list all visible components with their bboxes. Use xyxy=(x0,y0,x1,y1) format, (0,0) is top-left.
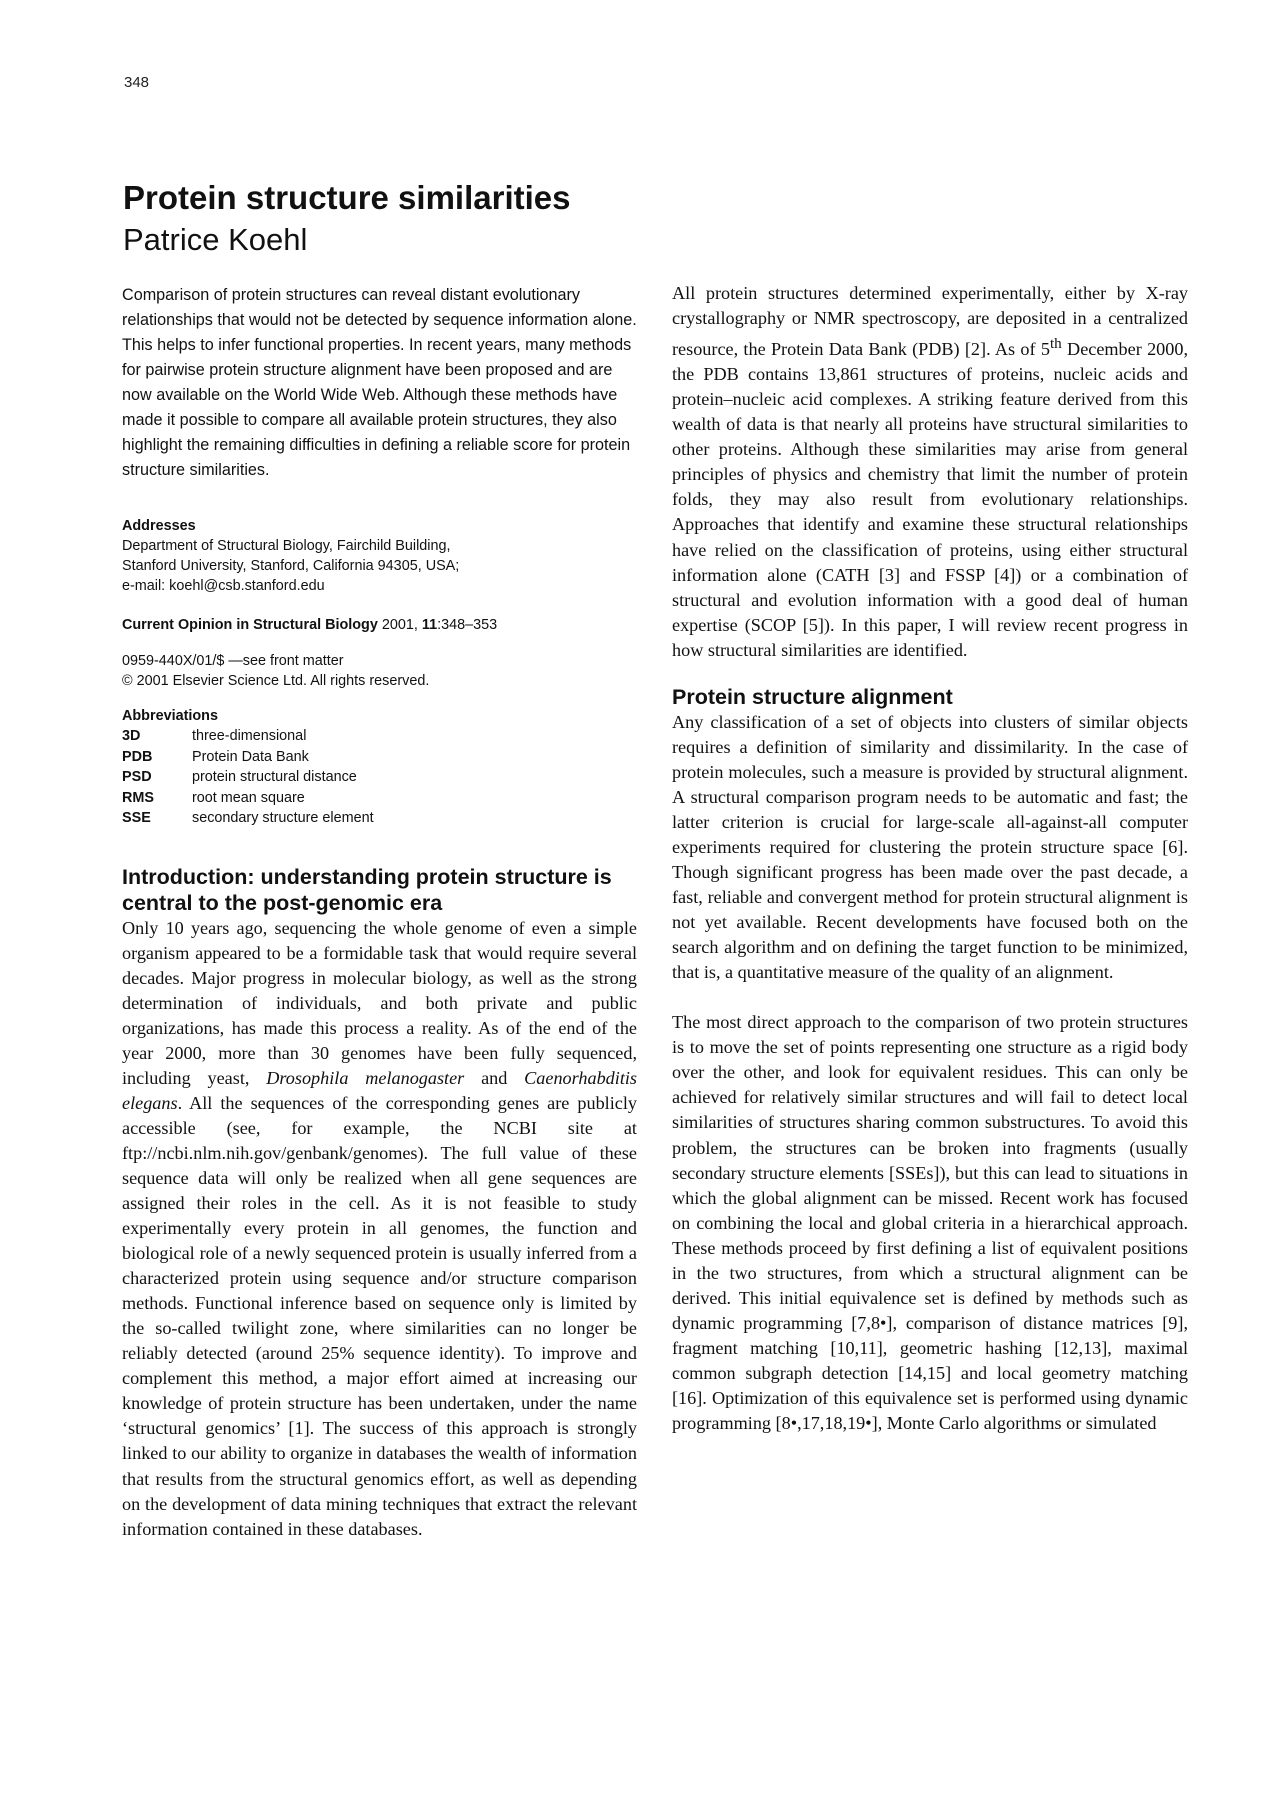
alignment-heading: Protein structure alignment xyxy=(672,684,953,709)
left-column xyxy=(122,283,637,1542)
intro-text-part: Only 10 years ago, sequencing the whole genome of even a simple organism appeared to be a formidable task that would require several decades. Major progress in molecular biology, as well as the strong determination of individuals, and both private and public organizations, has made this process a reality. As of the end of the year 2000, more than 30 genomes have been fully sequenced, including yeast, xyxy=(122,917,637,1088)
intro-text-part: . All the sequences of the corresponding genes are publicly accessible (see, for example, the NCBI site at ftp://ncbi.nlm.nih.gov/genbank/genomes). The full value of these sequence data will only be realized when all gene sequences are assigned their roles in the cell. As it is not feasible to study experimentally every protein in all genomes, the function and biological role of a newly sequenced protein is usually inferred from a characterized protein using sequence and/or structure comparison methods. Functional inference based on sequence only is limited by the so-called twilight zone, where similarities can no longer be reliably detected (around 25% sequence identity). To improve and complement this method, a major effort aimed at increasing our knowledge of protein structure has been undertaken, under the name ‘structural genomics’ [1]. The success of this approach is strongly linked to our ability to organize in databases the wealth of information that results from the structural genomics effort, as well as depending on the development of data mining techniques that extract the relevant information contained in these databases. xyxy=(122,1092,637,1539)
species-name: Caenorhabditis elegans xyxy=(122,1067,638,1113)
issn-block xyxy=(122,651,637,691)
abbreviations-heading: Abbreviations xyxy=(122,708,218,724)
abbreviation-definition: Protein Data Bank xyxy=(192,748,309,765)
abbreviation-row xyxy=(122,747,374,768)
abbreviation-term: PDB xyxy=(122,748,153,765)
right-column xyxy=(672,281,1188,1436)
pdb-paragraph xyxy=(672,281,1188,663)
abbreviation-row xyxy=(122,808,374,829)
abbreviation-term: RMS xyxy=(122,789,154,806)
addresses-block xyxy=(122,536,637,596)
address-line: Stanford University, Stanford, California 94305, USA; xyxy=(122,558,460,574)
abbreviation-definition: root mean square xyxy=(192,789,305,806)
issn-line: 0959-440X/01/$ —see front matter xyxy=(122,653,344,669)
alignment-paragraph: Any classification of a set of objects into clusters of similar objects requires a definition of similarity and dissimilarity. In the case of protein molecules, such a measure is provided by structural alignment. A structural comparison program needs to be automatic and fast; the latter criterion is crucial for large-scale all-against-all computer experiments required for clustering the protein structure space [6]. Though significant progress has been made over the past decade, a fast, reliable and convergent method for protein structural alignment is not yet available. Recent developments have focused both on the search algorithm and on defining the target function to be minimized, that is, a quantitative measure of the quality of an alignment. xyxy=(672,711,1188,983)
abbreviation-definition: protein structural distance xyxy=(192,769,357,785)
abbreviation-definition: three-dimensional xyxy=(192,728,307,744)
addresses-heading: Addresses xyxy=(122,518,196,534)
citation-volume: 11 xyxy=(421,617,438,633)
pdb-text-part: All protein structures determined experimentally, either by X-ray crystallography or NMR spectroscopy, are deposited in a centralized resource, the Protein Data Bank (PDB) [2]. As of 5 xyxy=(672,283,1188,360)
abbreviation-row xyxy=(122,726,374,747)
ordinal-suffix: th xyxy=(1049,335,1062,353)
address-email: e-mail: koehl@csb.stanford.edu xyxy=(122,578,325,594)
introduction-paragraph xyxy=(122,916,637,1542)
abbreviation-row xyxy=(122,767,374,788)
journal-name: Current Opinion in Structural Biology xyxy=(122,617,378,633)
article-title: Protein structure similarities xyxy=(123,179,571,216)
abbreviation-term: SSE xyxy=(122,810,151,826)
article-author: Patrice Koehl xyxy=(123,222,308,257)
introduction-heading: Introduction: understanding protein structure is central to the post-genomic era xyxy=(122,864,612,915)
abbreviation-row xyxy=(122,788,374,809)
intro-text-part: and xyxy=(481,1067,508,1088)
copyright-line: © 2001 Elsevier Science Ltd. All rights reserved. xyxy=(122,673,430,689)
abbreviation-term: PSD xyxy=(122,769,152,785)
citation-pages: :348–353 xyxy=(437,617,498,633)
abbreviations-table xyxy=(122,726,374,829)
citation-year: 2001, xyxy=(381,617,418,633)
pdb-text-part: December 2000, the PDB contains 13,861 structures of proteins, nucleic acids and protein–nucleic acid complexes. A striking feature derived from this wealth of data is that nearly all proteins have structural similarities to other proteins. Although these similarities may arise from general principles of physics and chemistry that limit the number of protein folds, they may also result from evolutionary relationships. Approaches that identify and examine these structural relationships have relied on the classification of proteins, using either structural information alone (CATH [3] and FSSP [4]) or a combination of structural and evolution information with a good deal of human expertise (SCOP [5]). In this paper, I will review recent progress in how structural similarities are identified. xyxy=(672,339,1188,660)
abstract: Comparison of protein structures can reveal distant evolutionary relationships that would not be detected by sequence information alone. This helps to infer functional properties. In recent years, many methods for pairwise protein structure alignment have been proposed and are now available on the World Wide Web. Although these methods have made it possible to compare all available protein structures, they also highlight the remaining difficulties in defining a reliable score for protein structure similarities. xyxy=(122,286,637,479)
comparison-paragraph: The most direct approach to the comparison of two protein structures is to move the set of points representing one structure as a rigid body over the other, and look for equivalent residues. This can only be achieved for relatively similar structures and will fail to detect local similarities of structures sharing common substructures. To avoid this problem, the structures can be broken into fragments (usually secondary structure elements [SSEs]), but this can lead to situations in which the global alignment can be missed. Recent work has focused on combining the local and global criteria in a hierarchical approach. These methods proceed by first defining a list of equivalent positions in the two structures, from which a structural alignment can be derived. This initial equivalence set is defined by methods such as dynamic programming [7,8•], comparison of distance matrices [9], fragment matching [10,11], geometric hashing [12,13], maximal common subgraph detection [14,15] and local geometry matching [16]. Optimization of this equivalence set is performed using dynamic programming [8•,17,18,19•], Monte Carlo algorithms or simulated xyxy=(672,1012,1188,1434)
page-number: 348 xyxy=(124,74,150,91)
species-name: Drosophila melanogaster xyxy=(266,1067,465,1088)
abbreviation-term: 3D xyxy=(122,728,141,744)
citation-line xyxy=(122,615,637,635)
abbreviation-definition: secondary structure element xyxy=(192,810,374,826)
address-line: Department of Structural Biology, Fairchild Building, xyxy=(122,538,451,554)
